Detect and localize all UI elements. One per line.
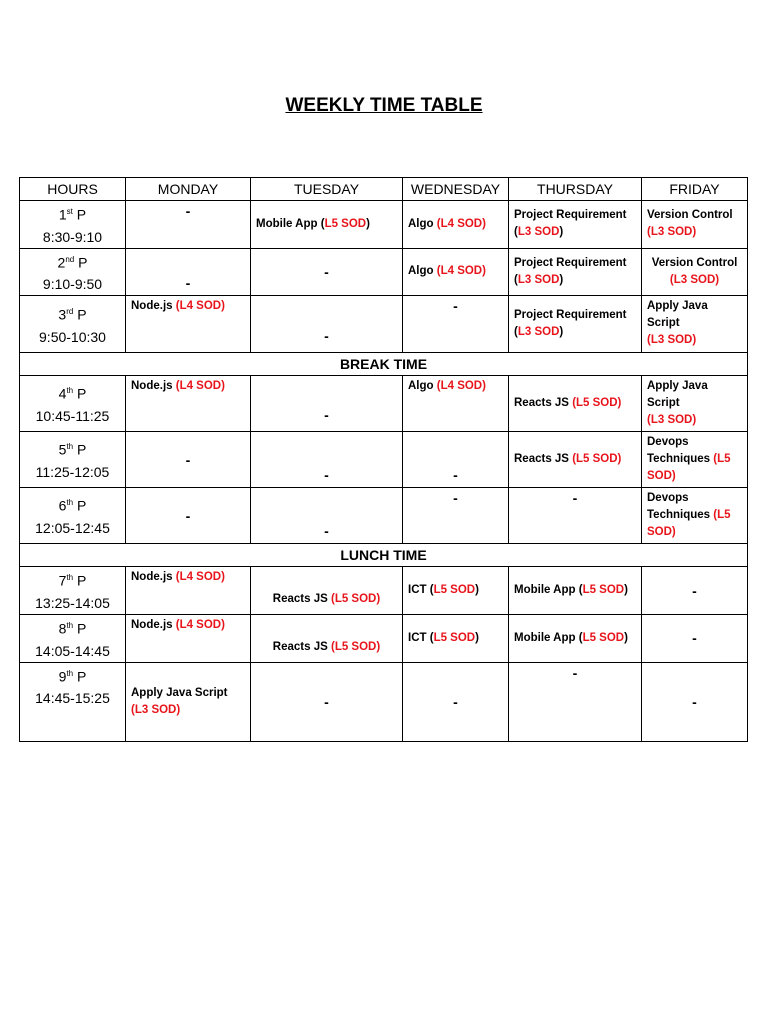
thursday-p1: Project Requirement (L3 SOD)	[509, 201, 642, 249]
period-cell: 8th P 14:05-14:45	[20, 614, 126, 662]
wednesday-p5: -	[403, 432, 509, 488]
tuesday-p7: Reacts JS (L5 SOD)	[251, 567, 403, 615]
monday-p5: -	[126, 432, 251, 488]
friday-p2: Version Control (L3 SOD)	[642, 248, 748, 296]
thursday-p9: -	[509, 662, 642, 741]
break-time: BREAK TIME	[20, 353, 748, 376]
monday-p1: -	[126, 201, 251, 249]
tuesday-p1: Mobile App (L5 SOD)	[251, 201, 403, 249]
table-row	[20, 614, 748, 662]
table-row	[20, 432, 748, 488]
period-cell: 2nd P 9:10-9:50	[20, 248, 126, 296]
header-row	[20, 178, 748, 201]
lunch-row	[20, 544, 748, 567]
table-row	[20, 201, 748, 249]
wednesday-p4: Algo (L4 SOD)	[403, 376, 509, 432]
header-hours: HOURS	[20, 178, 126, 201]
header-tuesday: TUESDAY	[251, 178, 403, 201]
page-title: WEEKLY TIME TABLE	[285, 95, 483, 116]
wednesday-p2: Algo (L4 SOD)	[403, 248, 509, 296]
monday-p6: -	[126, 488, 251, 544]
wednesday-p1: Algo (L4 SOD)	[403, 201, 509, 249]
table-row	[20, 662, 748, 741]
header-thursday: THURSDAY	[509, 178, 642, 201]
friday-p5: Devops Techniques (L5 SOD)	[642, 432, 748, 488]
header-friday: FRIDAY	[642, 178, 748, 201]
period-cell: 4th P 10:45-11:25	[20, 376, 126, 432]
monday-p7: Node.js (L4 SOD)	[126, 567, 251, 615]
tuesday-p2: -	[251, 248, 403, 296]
thursday-p2: Project Requirement (L3 SOD)	[509, 248, 642, 296]
wednesday-p7: ICT (L5 SOD)	[403, 567, 509, 615]
table-row	[20, 488, 748, 544]
friday-p9: -	[642, 662, 748, 741]
tuesday-p3: -	[251, 296, 403, 353]
header-monday: MONDAY	[126, 178, 251, 201]
table-row	[20, 248, 748, 296]
monday-p4: Node.js (L4 SOD)	[126, 376, 251, 432]
period-cell: 9th P 14:45-15:25	[20, 662, 126, 741]
period-cell: 6th P 12:05-12:45	[20, 488, 126, 544]
wednesday-p6: -	[403, 488, 509, 544]
thursday-p3: Project Requirement (L3 SOD)	[509, 296, 642, 353]
wednesday-p9: -	[403, 662, 509, 741]
friday-p8: -	[642, 614, 748, 662]
thursday-p7: Mobile App (L5 SOD)	[509, 567, 642, 615]
friday-p3: Apply Java Script (L3 SOD)	[642, 296, 748, 353]
thursday-p4: Reacts JS (L5 SOD)	[509, 376, 642, 432]
monday-p9: Apply Java Script (L3 SOD)	[126, 662, 251, 741]
wednesday-p8: ICT (L5 SOD)	[403, 614, 509, 662]
lunch-time: LUNCH TIME	[20, 544, 748, 567]
friday-p7: -	[642, 567, 748, 615]
period-cell: 3rd P 9:50-10:30	[20, 296, 126, 353]
tuesday-p6: -	[251, 488, 403, 544]
timetable	[19, 177, 748, 742]
tuesday-p9: -	[251, 662, 403, 741]
thursday-p8: Mobile App (L5 SOD)	[509, 614, 642, 662]
monday-p2: -	[126, 248, 251, 296]
period-cell: 7th P 13:25-14:05	[20, 567, 126, 615]
header-wednesday: WEDNESDAY	[403, 178, 509, 201]
table-row	[20, 296, 748, 353]
monday-p8: Node.js (L4 SOD)	[126, 614, 251, 662]
tuesday-p5: -	[251, 432, 403, 488]
period-cell: 1st P 8:30-9:10	[20, 201, 126, 249]
table-row	[20, 376, 748, 432]
friday-p1: Version Control (L3 SOD)	[642, 201, 748, 249]
thursday-p5: Reacts JS (L5 SOD)	[509, 432, 642, 488]
period-cell: 5th P 11:25-12:05	[20, 432, 126, 488]
friday-p4: Apply Java Script (L3 SOD)	[642, 376, 748, 432]
wednesday-p3: -	[403, 296, 509, 353]
table-row	[20, 567, 748, 615]
thursday-p6: -	[509, 488, 642, 544]
friday-p6: Devops Techniques (L5 SOD)	[642, 488, 748, 544]
tuesday-p4: -	[251, 376, 403, 432]
tuesday-p8: Reacts JS (L5 SOD)	[251, 614, 403, 662]
monday-p3: Node.js (L4 SOD)	[126, 296, 251, 353]
break-row	[20, 353, 748, 376]
